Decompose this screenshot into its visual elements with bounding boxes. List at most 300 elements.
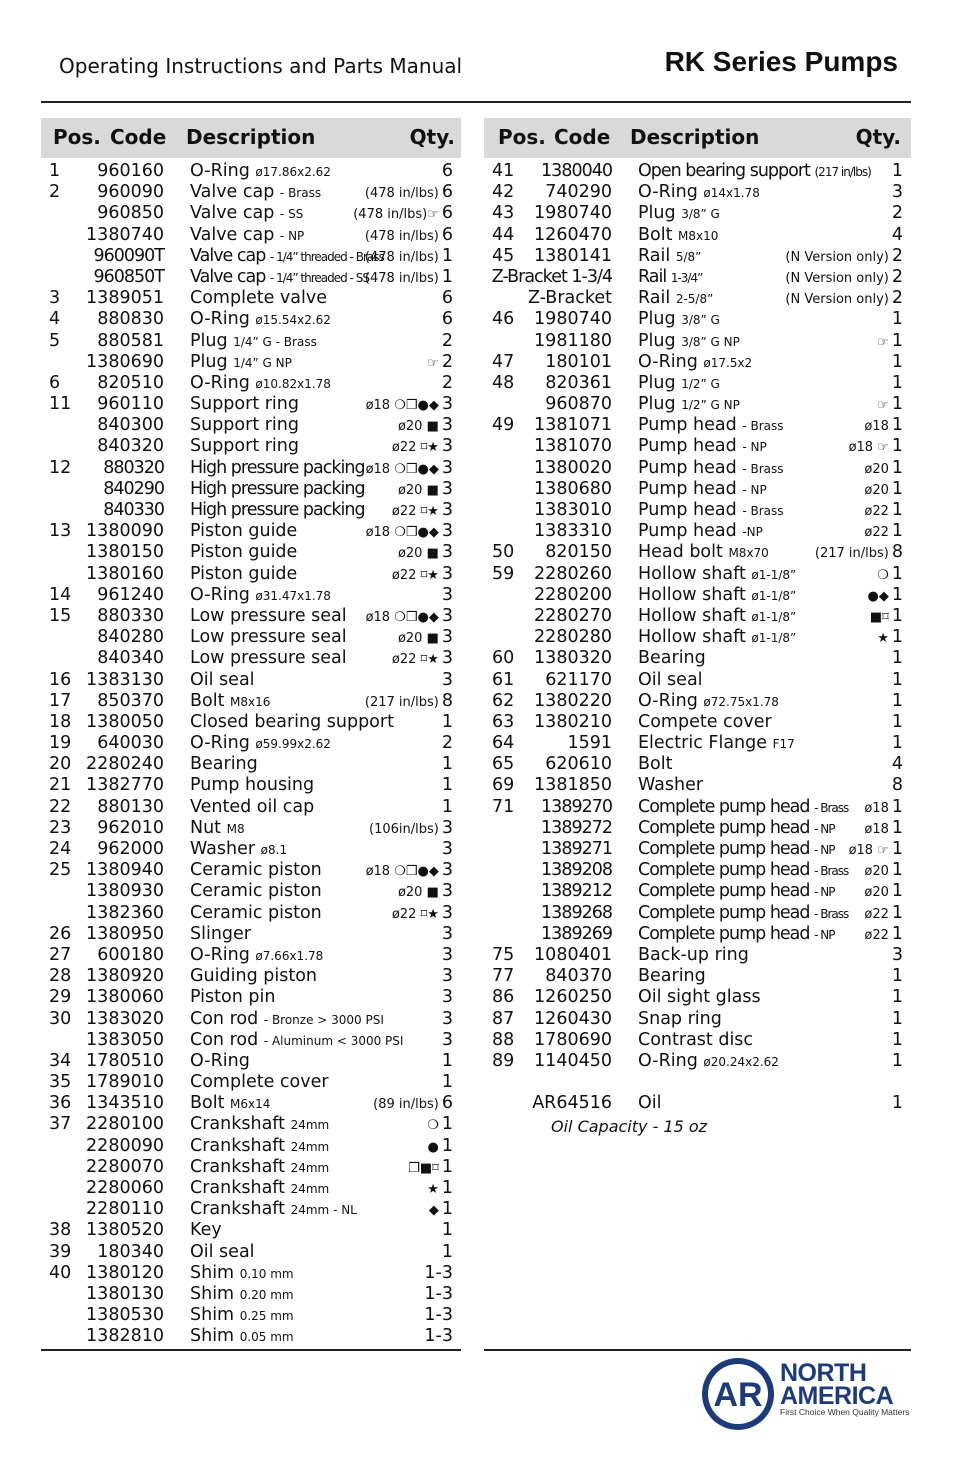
part-qty-cell xyxy=(889,670,903,692)
part-spec: (217 in/lbs) xyxy=(364,694,439,710)
part-position: 59 xyxy=(492,563,515,584)
part-position: 29 xyxy=(49,987,72,1008)
part-position: 1 xyxy=(49,161,61,181)
part-qty: 1 xyxy=(891,817,903,838)
part-description: Plug xyxy=(638,309,676,330)
table-row xyxy=(41,1009,461,1030)
part-qty: 1 xyxy=(891,351,903,372)
part-note: -NP xyxy=(742,525,763,540)
part-description-cell xyxy=(638,585,796,607)
part-description: Pump head xyxy=(638,457,737,478)
part-spec: (89 in/lbs) xyxy=(373,1097,439,1113)
part-description-cell xyxy=(638,966,706,988)
part-description: O-Ring xyxy=(190,1050,250,1071)
part-description: Shim xyxy=(190,1262,235,1283)
part-description: Key xyxy=(190,1220,222,1241)
part-qty-cell xyxy=(889,1093,903,1115)
part-qty-cell xyxy=(868,585,903,607)
part-spec: ◆ xyxy=(428,1203,439,1219)
part-position: 41 xyxy=(492,161,515,181)
part-description-cell xyxy=(638,860,848,882)
part-qty-cell xyxy=(398,542,453,564)
table-row xyxy=(41,797,461,818)
part-spec: ø22 ⌑★ xyxy=(391,567,439,583)
part-note: M8x16 xyxy=(230,694,271,709)
part-code: 840340 xyxy=(97,648,164,669)
part-description-cell xyxy=(190,373,331,395)
table-row xyxy=(41,352,461,373)
part-description-cell xyxy=(638,182,760,204)
part-code: 1380530 xyxy=(86,1305,164,1326)
table-row xyxy=(41,1093,461,1114)
part-spec: ❍ xyxy=(877,567,889,583)
part-code: 180340 xyxy=(97,1241,164,1262)
part-qty: 6 xyxy=(441,161,453,181)
part-spec: (217 in/lbs) xyxy=(814,546,889,562)
part-note: 0.05 mm xyxy=(239,1330,294,1345)
part-code: 2280090 xyxy=(86,1135,164,1156)
part-spec: ø22 ⌑★ xyxy=(391,906,439,922)
table-row xyxy=(41,1305,461,1326)
part-description-cell xyxy=(190,733,331,755)
part-description-cell xyxy=(638,1030,753,1052)
part-note: M8x10 xyxy=(678,228,719,243)
part-code: Z-Bracket 1-3/4 xyxy=(491,266,612,287)
part-spec: ● xyxy=(427,1139,439,1155)
table-row xyxy=(41,521,461,542)
part-qty: 3 xyxy=(441,563,453,584)
part-description-cell xyxy=(638,987,761,1009)
part-position: 36 xyxy=(49,1093,72,1114)
part-description-cell xyxy=(638,648,706,670)
table-row xyxy=(484,881,911,902)
part-qty-cell xyxy=(785,246,903,268)
part-position: 39 xyxy=(49,1241,72,1262)
part-qty: 1 xyxy=(891,161,903,181)
part-note: ø15.54x2.62 xyxy=(255,313,331,328)
part-position: 60 xyxy=(492,648,515,669)
part-description: Open bearing support xyxy=(638,161,810,181)
part-qty: 1 xyxy=(891,987,903,1008)
part-position: 15 xyxy=(49,605,72,626)
part-description: Pump head xyxy=(638,478,737,499)
part-spec: ø20 xyxy=(864,885,889,901)
table-row xyxy=(484,712,911,733)
part-description-cell xyxy=(190,775,314,797)
part-description: High pressure packing xyxy=(190,500,365,520)
part-qty-cell xyxy=(439,373,453,395)
part-description: O-Ring xyxy=(190,372,250,393)
part-description-cell xyxy=(190,670,255,692)
part-qty-cell xyxy=(428,1136,453,1158)
part-description-cell xyxy=(190,564,297,586)
part-qty: 3 xyxy=(441,966,453,987)
part-description: Low pressure seal xyxy=(190,605,347,626)
part-description: Support ring xyxy=(190,394,299,415)
part-qty-cell xyxy=(421,1284,453,1306)
part-position: 64 xyxy=(492,733,515,754)
part-qty: 1 xyxy=(891,923,903,944)
part-description-cell xyxy=(190,394,299,416)
part-position: 14 xyxy=(49,584,72,605)
table-row xyxy=(484,161,911,182)
part-qty: 1 xyxy=(891,500,903,520)
part-code: 1383050 xyxy=(86,1029,164,1050)
part-qty: 1 xyxy=(891,881,903,902)
part-description-cell xyxy=(638,436,767,458)
part-qty: 3 xyxy=(441,1029,453,1050)
part-qty: 1 xyxy=(891,796,903,817)
part-description-cell xyxy=(190,648,347,670)
table-row xyxy=(41,1284,461,1305)
part-qty-cell xyxy=(785,288,903,310)
table-row xyxy=(41,1263,461,1284)
part-description-cell xyxy=(190,585,331,607)
part-spec: (478 in/lbs) xyxy=(364,270,439,286)
table-row xyxy=(41,309,461,330)
table-row xyxy=(484,987,911,1008)
part-code: 2280240 xyxy=(86,754,164,775)
part-qty: 8 xyxy=(891,542,903,563)
part-qty-cell xyxy=(398,627,453,649)
part-qty-cell xyxy=(421,1305,453,1327)
part-code: 1980740 xyxy=(534,203,612,224)
part-note: - Brass xyxy=(814,864,849,879)
part-qty-cell xyxy=(439,1051,453,1073)
svg-text:AR: AR xyxy=(713,1376,763,1414)
part-code: 1789010 xyxy=(86,1072,164,1093)
part-position: 69 xyxy=(492,775,515,796)
part-description: O-Ring xyxy=(638,1050,698,1071)
part-code: 880581 xyxy=(97,330,164,351)
part-position: 34 xyxy=(49,1050,72,1071)
part-qty: 1 xyxy=(441,245,453,266)
part-qty-cell xyxy=(369,818,453,840)
table-row xyxy=(484,182,911,203)
part-description-cell xyxy=(638,606,796,628)
table-row xyxy=(484,585,911,606)
part-note: ø17.86x2.62 xyxy=(255,165,331,179)
part-code: 840370 xyxy=(545,966,612,987)
part-description: Pump housing xyxy=(190,775,315,796)
part-description-cell xyxy=(638,225,718,247)
part-position: 62 xyxy=(492,690,515,711)
part-description: Plug xyxy=(638,203,676,224)
part-qty-cell xyxy=(366,458,453,480)
part-code: 840330 xyxy=(103,500,164,520)
table-row xyxy=(41,225,461,246)
part-qty: 4 xyxy=(891,754,903,775)
part-spec: ø20 xyxy=(864,461,889,477)
part-code: 1383010 xyxy=(534,500,612,520)
part-code: 1260250 xyxy=(534,987,612,1008)
oil-capacity-note: Oil Capacity - 15 oz xyxy=(551,1117,708,1136)
part-description-cell xyxy=(190,966,317,988)
part-note: - Bronze > 3000 PSI xyxy=(263,1012,384,1027)
part-description: Shim xyxy=(190,1283,235,1304)
part-position: 23 xyxy=(49,817,72,838)
part-position: 88 xyxy=(492,1029,515,1050)
part-description: O-Ring xyxy=(190,944,250,965)
part-description: Washer xyxy=(638,775,704,796)
part-code: 1380090 xyxy=(86,521,164,542)
table-row xyxy=(484,966,911,987)
part-description-cell xyxy=(190,1305,294,1327)
part-code: 880830 xyxy=(97,309,164,330)
part-code: 1383310 xyxy=(534,521,612,542)
part-note: - Brass xyxy=(279,186,322,201)
table-row xyxy=(484,521,911,542)
part-description: Piston guide xyxy=(190,563,298,584)
table-row xyxy=(484,500,911,521)
part-position: 20 xyxy=(49,754,72,775)
part-description: Piston pin xyxy=(190,987,276,1008)
col-description: Description xyxy=(630,125,760,149)
part-code: 1380950 xyxy=(86,923,164,944)
part-spec: ■⌑ xyxy=(869,609,889,625)
part-description: Crankshaft xyxy=(190,1156,286,1177)
part-spec: ø18 ❍❒●◆ xyxy=(365,864,439,880)
part-description-cell xyxy=(190,203,303,225)
part-spec: ø22 xyxy=(864,525,889,541)
part-description-cell xyxy=(190,1051,250,1073)
header-divider xyxy=(41,101,911,103)
part-position: 26 xyxy=(49,923,72,944)
bottom-divider-right xyxy=(484,1349,911,1351)
part-description-cell xyxy=(638,267,702,289)
table-row xyxy=(41,606,461,627)
table-row xyxy=(41,839,461,860)
part-position: 5 xyxy=(49,330,61,351)
part-description: High pressure packing xyxy=(190,457,365,478)
part-qty: 2 xyxy=(891,203,903,224)
part-qty: 1 xyxy=(441,796,453,817)
part-description-cell xyxy=(638,309,720,331)
part-qty: 1 xyxy=(891,669,903,690)
part-description: Crankshaft xyxy=(190,1199,286,1220)
part-qty: 3 xyxy=(441,521,453,542)
part-code: 2280270 xyxy=(534,605,612,626)
part-code: 960870 xyxy=(545,394,612,415)
part-note: ø1-1/8” xyxy=(751,631,797,646)
part-description: Hollow shaft xyxy=(638,584,746,605)
table-row xyxy=(484,267,911,288)
table-row xyxy=(484,1030,911,1051)
part-qty: 1 xyxy=(441,775,453,796)
part-qty-cell xyxy=(439,966,453,988)
part-code: 600180 xyxy=(97,944,164,965)
part-description: Bolt xyxy=(190,1093,225,1114)
part-qty-cell xyxy=(439,288,453,310)
part-qty: 3 xyxy=(441,542,453,563)
part-qty: 1 xyxy=(891,1050,903,1071)
part-position: 61 xyxy=(492,669,515,690)
part-description: Low pressure seal xyxy=(190,627,347,648)
part-description-cell xyxy=(190,881,322,903)
part-description-cell xyxy=(638,881,834,903)
part-description-cell xyxy=(190,839,287,861)
part-description: Bolt xyxy=(190,690,225,711)
part-qty: 2 xyxy=(891,288,903,309)
part-description: Rail xyxy=(638,245,671,266)
part-code: 1780690 xyxy=(534,1029,612,1050)
part-qty: 3 xyxy=(441,415,453,436)
part-qty: 1 xyxy=(891,966,903,987)
part-qty-cell xyxy=(889,373,903,395)
part-qty: 1 xyxy=(891,394,903,415)
part-qty: 1 xyxy=(891,457,903,478)
ar-logo-icon xyxy=(700,1356,776,1432)
part-description: Vented oil cap xyxy=(190,796,315,817)
part-note: 24mm xyxy=(290,1182,330,1196)
table-row xyxy=(41,1199,461,1220)
table-row xyxy=(41,775,461,796)
table-row xyxy=(484,458,911,479)
part-description-cell xyxy=(638,712,772,734)
part-qty: 3 xyxy=(441,902,453,923)
part-qty-cell xyxy=(439,309,453,331)
part-code: 1380680 xyxy=(534,478,612,499)
part-qty-cell xyxy=(889,754,903,776)
table-row xyxy=(484,394,911,415)
part-code: 2280110 xyxy=(86,1199,164,1220)
part-note: (217 in/lbs) xyxy=(814,165,871,179)
part-qty-cell xyxy=(439,1009,453,1031)
part-qty: 1 xyxy=(441,1114,453,1135)
part-qty-cell xyxy=(864,521,903,543)
table-row xyxy=(41,754,461,775)
part-code: 1380220 xyxy=(534,690,612,711)
part-description-cell xyxy=(638,733,795,755)
part-description: Slinger xyxy=(190,923,251,944)
table-row xyxy=(484,1051,911,1072)
part-description-cell xyxy=(190,691,270,713)
part-description-cell xyxy=(638,775,703,797)
table-row xyxy=(41,1178,461,1199)
table-row xyxy=(484,797,911,818)
table-row xyxy=(41,436,461,457)
part-description-cell xyxy=(638,1051,779,1073)
part-qty: 1 xyxy=(891,415,903,436)
part-note: M8 xyxy=(226,821,245,836)
part-qty: 1 xyxy=(891,521,903,542)
table-row xyxy=(41,881,461,902)
table-row xyxy=(41,542,461,563)
part-position: 24 xyxy=(49,839,72,859)
part-position: 75 xyxy=(492,944,515,965)
table-row xyxy=(41,691,461,712)
logo-text-north: NORTH xyxy=(780,1359,867,1387)
part-qty: 1 xyxy=(441,1178,453,1198)
part-qty: 1 xyxy=(441,711,453,732)
part-description: O-Ring xyxy=(190,733,250,754)
logo-text-america: AMERICA xyxy=(780,1382,894,1410)
part-description-cell xyxy=(190,627,347,649)
table-header xyxy=(484,118,911,158)
part-description: Complete pump head xyxy=(638,923,810,944)
table-row xyxy=(484,352,911,373)
part-description-cell xyxy=(190,1242,255,1264)
part-qty: 1 xyxy=(891,1008,903,1029)
part-code: 840290 xyxy=(103,478,164,499)
part-description: Complete pump head xyxy=(638,817,810,838)
table-row xyxy=(41,1326,461,1347)
part-qty: 3 xyxy=(441,923,453,944)
part-description: Crankshaft xyxy=(190,1114,286,1135)
col-description: Description xyxy=(186,125,316,149)
part-code: 621170 xyxy=(545,669,612,690)
part-description: Crankshaft xyxy=(190,1178,286,1198)
part-qty-cell xyxy=(889,648,903,670)
part-qty: 6 xyxy=(441,309,453,330)
part-description: Compete cover xyxy=(638,711,772,732)
part-qty-cell xyxy=(365,691,453,713)
ar-north-america-logo xyxy=(700,1356,910,1436)
part-description-cell xyxy=(190,1178,329,1200)
part-qty: 3 xyxy=(441,839,453,859)
part-qty-cell xyxy=(392,648,453,670)
part-description: Bearing xyxy=(190,754,258,775)
part-description-cell xyxy=(190,225,304,247)
part-qty-cell xyxy=(889,1030,903,1052)
part-spec: ø22 ⌑★ xyxy=(391,504,439,519)
part-description: Bolt xyxy=(638,224,673,245)
part-code: 1380050 xyxy=(86,711,164,732)
part-position: 49 xyxy=(492,415,515,436)
part-code: 1380060 xyxy=(86,987,164,1008)
part-note: - Aluminum < 3000 PSI xyxy=(263,1033,404,1048)
part-code: 840320 xyxy=(97,436,164,457)
part-description-cell xyxy=(638,1009,722,1031)
table-row xyxy=(41,564,461,585)
part-position: 4 xyxy=(49,309,61,330)
part-spec: (478 in/lbs)☞ xyxy=(353,207,439,223)
part-code: 2280200 xyxy=(534,584,612,605)
part-description-cell xyxy=(190,903,322,925)
part-code: 1382810 xyxy=(86,1326,164,1347)
table-row xyxy=(484,839,911,860)
part-code: 820510 xyxy=(97,372,164,393)
part-description-cell xyxy=(190,267,369,289)
part-qty: 1 xyxy=(891,902,903,923)
part-description: Ceramic piston xyxy=(190,881,322,902)
table-row xyxy=(484,373,911,394)
table-row xyxy=(484,331,911,352)
part-code: 960090 xyxy=(97,182,164,203)
table-row xyxy=(484,754,911,775)
part-qty: 3 xyxy=(441,478,453,499)
part-description: Pump head xyxy=(638,500,737,520)
part-description-cell xyxy=(190,1157,329,1179)
part-spec: ø22 ⌑★ xyxy=(391,440,439,456)
part-qty-cell xyxy=(439,839,453,861)
table-row xyxy=(484,415,911,436)
part-qty: 1 xyxy=(891,330,903,351)
part-description-cell xyxy=(190,1093,270,1115)
part-code: 1343510 xyxy=(86,1093,164,1114)
part-note: M6x14 xyxy=(230,1097,271,1112)
part-note: ø20.24x2.62 xyxy=(703,1054,779,1069)
part-description: Shim xyxy=(190,1326,235,1347)
col-code: Code xyxy=(554,125,611,149)
part-spec: ★ xyxy=(877,631,889,647)
part-code: 1382770 xyxy=(86,775,164,796)
part-note: - Brass xyxy=(814,906,849,921)
table-row xyxy=(41,161,461,182)
part-qty-cell xyxy=(439,987,453,1009)
part-qty: 1 xyxy=(441,1156,453,1177)
part-description: Plug xyxy=(190,351,228,372)
